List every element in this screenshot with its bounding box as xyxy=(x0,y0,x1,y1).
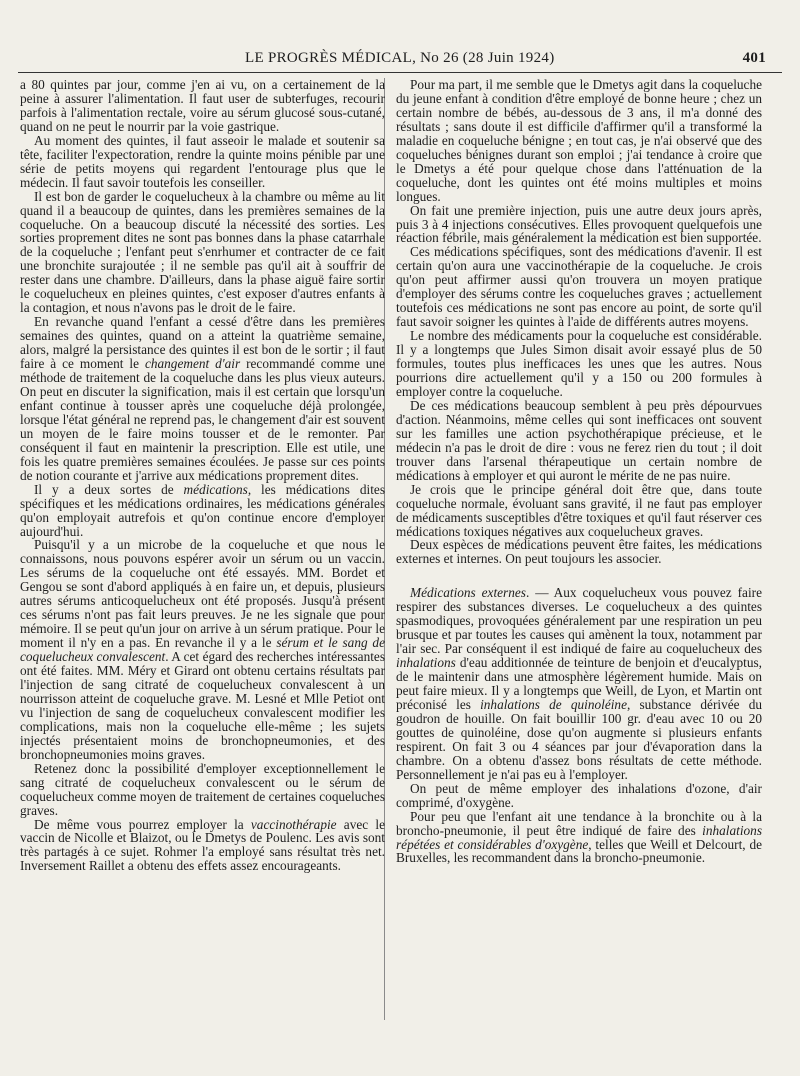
paragraph: De ces médications beaucoup semblent à peu près dépourvues d'action. Néanmoins, même celles qui sont inefficaces ont souvent sur les familles une action psychothérapique précieuse, et le médecin n'a pas le droit de dire : vous ne ferez rien du tout ; il doit trouver dans l'arsenal thérapeutique un certain nombre de médications à employer et qui auront le mérite de ne pas nuire. xyxy=(396,397,762,483)
paragraph: Deux espèces de médications peuvent être faites, les médications externes et internes. On peut toujours les associer. xyxy=(396,537,762,567)
paragraph: Ces médications spécifiques, sont des médications d'avenir. Il est certain qu'on aura une vaccinothérapie de la coqueluche. Je crois qu'on peut affirmer aussi qu'on trouvera un moyen pratique d'employer des sérums contre les coqueluches graves ; actuellement toutefois ces médications ne sont pas encore au point, de sorte qu'il faut savoir soigner les quintes à l'aide de différents autres moyens. xyxy=(396,244,762,330)
text-run: Puisqu'il y a un microbe de la coqueluche et que nous le connaissons, nous pouvons espérer avoir un sérum ou un vaccin. Les sérums de la coqueluche ont été essayés. MM. Bordet et Gengou se sont d'abord appliqués à en faire un, et depuis, plusieurs autres sérums anticoquelucheux ont été proposés. Jusqu'à présent ces sérums n'ont pas fait leurs preuves. Je ne les signale que pour mémoire. Il se peut qu'un jour on arrive à un sérum pratique. Pour le moment il n'y en a pas. En revanche il y a le xyxy=(20,537,385,651)
text-run: Il y a deux sortes de xyxy=(34,481,184,497)
text-run: De même vous pourrez employer la xyxy=(34,816,251,832)
paragraph: Pour ma part, il me semble que le Dmetys agit dans la coqueluche du jeune enfant à condition d'être employé de bonne heure ; chez un certain nombre de bébés, au-dessous de 3 ans, il m'a donné des résultats ; sans doute il est difficile d'affirmer qu'il a transformé la maladie en coqueluche bénigne ; en tout cas, je n'ai observé que des coqueluches bénignes durant son emploi ; j'ai tendance à croire que le Dmetys a été pour quelque chose dans l'atténuation de la coqueluche, dont les quintes ont été moins multiples et moins longues. xyxy=(396,77,762,204)
emphasis: inhalations de quinoléine xyxy=(480,696,627,712)
left-column xyxy=(20,78,385,873)
paragraph: On fait une première injection, puis une autre deux jours après, puis 3 à 4 injections consécutives. Elles provoquent quelquefois une réaction fébrile, mais généralement la médication est bien supportée. xyxy=(396,202,762,246)
text-run: , substance dérivée du goudron de houille. On fait bouillir 100 gr. d'eau avec 10 ou 20 gouttes de quinoléine, dose qu'on augmente si plusieurs enfants respirent. On fait 3 ou 4 séances par jour d'évaporation dans la chambre. On a obtenu d'assez bons résultats de cette méthode. Personnellement je n'ai pas eu à l'employer. xyxy=(396,696,762,782)
emphasis: inhalations répétées et considérables d'oxygène xyxy=(396,822,762,852)
paragraph xyxy=(396,810,762,866)
paragraph xyxy=(20,315,385,482)
paragraph xyxy=(396,586,762,781)
text-run: d'eau additionnée de teinture de benjoin et d'eucalyptus, de le maintenir dans une atmosphère légèrement humide. Mais on peut faire mieux. Il y a longtemps que Weill, de Lyon, et Martin ont préconisé les xyxy=(396,655,762,712)
paragraph: Au moment des quintes, il faut asseoir le malade et soutenir sa tête, faciliter l'expectoration, rendre la quinte moins pénible par une série de petits moyens qui regardent l'entourage plus que le médecin. Il faut savoir toutefois les conseiller. xyxy=(20,132,385,190)
text-run: Pour peu que l'enfant ait une tendance à la bronchite ou à la broncho-pneumonie, il peut être indiqué de faire des xyxy=(396,808,762,838)
paragraph: a 80 quintes par jour, comme j'en ai vu, on a certainement de la peine à assurer l'alimentation. Il faut user de subterfuges, recourir parfois à l'alimentation rectale, voire au sérum glucosé sous-cutané, quand on ne peut le nourrir par la voie gastrique. xyxy=(20,77,385,134)
section-heading: Médications externes xyxy=(410,585,526,601)
text-run: , telles que Weill et Delcourt, de Bruxelles, les recommandent dans la broncho-pneumonie. xyxy=(396,836,762,866)
paragraph: Retenez donc la possibilité d'employer exceptionnellement le sang citraté de coquelucheux convalescent ou le sérum de coquelucheux comme moyen de traitement de certaines coqueluches graves. xyxy=(20,760,385,818)
emphasis: vaccinothérapie xyxy=(250,816,337,832)
paragraph: Le nombre des médicaments pour la coqueluche est considérable. Il y a longtemps que Jules Simon disait avoir essayé plus de 50 formules, toutes plus inefficaces les unes que les autres. Nous pourrions dire actuellement qu'il y a 150 ou 200 formules à employer contre la coqueluche. xyxy=(396,328,762,399)
emphasis: inhalations xyxy=(396,655,456,671)
paragraph: Il est bon de garder le coquelucheux à la chambre ou même au lit quand il a beaucoup de quintes, dans les premières semaines de la coqueluche. On a beaucoup discuté la nécessité des sorties. Les sorties proprement dites ne sont pas bonnes dans la phase catarrhale de la coqueluche ; l'enfant peut s'enrhumer et contracter de ce fait une bronchite surajoutée ; il ne semble pas qu'il ait à souffrir de rester dans une chambre. D'ailleurs, dans la phase aiguë faire sortir le coquelucheux en pleines quintes, c'est exposer d'autres enfants à la contagion, et nous n'avons pas le droit de le faire. xyxy=(20,188,385,316)
page-number: 401 xyxy=(742,50,766,66)
text-run: recommandé comme une méthode de traitement de la coqueluche dans les plus vieux auteurs. On peut en discuter la signification, mais il est certain que lorsqu'un enfant continue à tousser après une coqueluche déjà prolongée, lorsque l'état général ne reprend pas, le changement d'air est souvent un moyen de le faire moins tousser et de le remonter. Par conséquent il faut en maintenir la prescription. Elle est utile, une fois les quatre premières semaines écoulées. Je passe sur ces points de notion courante et j'arrive aux médications proprement dites. xyxy=(20,356,385,483)
running-header xyxy=(20,50,780,70)
right-column xyxy=(396,78,762,865)
text-run: avec le vaccin de Nicolle et Blaizot, ou le Dmetys de Poulenc. Les avis sont très partagés à ce sujet. Rohmer l'a employé sans résultat très net. Inversement Raillet a obtenu des effets assez encourageants. xyxy=(20,816,385,874)
paragraph xyxy=(20,538,385,761)
text-run: . — Aux coquelucheux vous pouvez faire respirer des substances diverses. Le coquelucheux a des quintes spasmodiques, provoquées généralement par une respiration un peu brusque et par toutes les causes qui amènent la toux, notamment par l'air sec. Par conséquent il est indiqué de faire au coquelucheux des xyxy=(396,585,762,657)
header-rule xyxy=(18,72,782,73)
paragraph: On peut de même employer des inhalations d'ozone, d'air comprimé, d'oxygène. xyxy=(396,780,762,810)
text-run: . A cet égard des recherches intéressantes ont été faites. MM. Méry et Girard ont obtenu certains résultats par l'injection de sang citraté de coquelucheux convalescent à un nourrisson atteint de coqueluche grave. M. Lesné et Mlle Petiot ont vu l'injection de sang de coquelucheux convalescent modifier les complications, mais non la coqueluche elle-même ; les sujets injectés présentaient moins de bronchopneumonies, et des bronchopneumonies moins graves. xyxy=(20,649,385,762)
text-run: , les médications dites spécifiques et les médications ordinaires, les médications générales qu'on employait autrefois et qu'on continue encore d'employer aujourd'hui. xyxy=(20,481,385,539)
text-run: En revanche quand l'enfant a cessé d'être dans les premières semaines des quintes, quand on a atteint la quatrième semaine, alors, malgré la persistance des quintes il est bon de le sortir ; il faut faire à ce moment le xyxy=(20,314,385,372)
journal-title: LE PROGRÈS MÉDICAL, No 26 (28 Juin 1924) xyxy=(245,50,555,66)
emphasis: médications xyxy=(183,481,248,497)
paragraph xyxy=(20,818,385,874)
paragraph: Je crois que le principe général doit être que, dans toute coqueluche normale, évoluant sans gravité, il ne faut pas employer de médicaments susceptibles d'être toxiques et qu'il faut réserver ces médications toxiques négatives aux coquelucheux graves. xyxy=(396,481,762,539)
paragraph xyxy=(20,483,385,539)
emphasis: sérum et le sang de coquelucheux convalescent xyxy=(20,635,385,665)
emphasis: changement d'air xyxy=(144,356,241,372)
